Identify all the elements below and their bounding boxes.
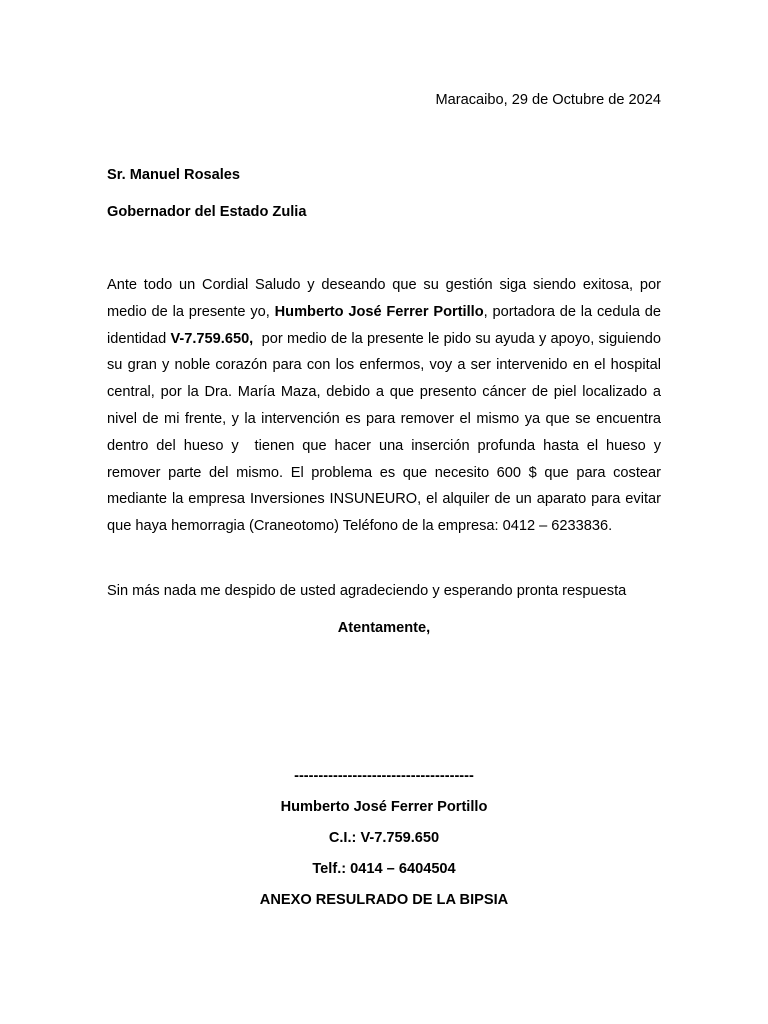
letter-body: [107, 272, 666, 540]
body-text-part-1: Ante todo un Cordial Saludo y deseando que su gestión siga siendo exitosa, por medio de la presente yo,: [107, 277, 661, 320]
closing-text: Sin más nada me despido de usted agradeciendo y esperando pronta respuesta: [107, 583, 627, 599]
sender-name-bold: Humberto José Ferrer Portillo: [274, 303, 484, 320]
letter-date: Maracaibo, 29 de Octubre de 2024: [435, 92, 661, 108]
signature-ci: C.I.: V-7.759.650: [328, 830, 440, 846]
letter-page: [107, 0, 666, 1024]
recipient-title: Gobernador del Estado Zulia: [107, 204, 307, 220]
sender-id-bold: V-7.759.650,: [170, 330, 254, 347]
regards: Atentamente,: [337, 620, 431, 636]
signature-annex: ANEXO RESULRADO DE LA BIPSIA: [259, 892, 509, 908]
signature-phone: Telf.: 0414 – 6404504: [312, 861, 456, 877]
signature-line: -------------------------------------: [294, 768, 474, 784]
signature-name: Humberto José Ferrer Portillo: [280, 799, 488, 815]
body-text-part-2: , portadora de la cedula de identidad: [107, 303, 661, 347]
body-text-part-3: por medio de la presente le pido su ayuda y apoyo, siguiendo su gran y noble corazón para con los enfermos, voy a ser intervenido en el hospital central, por la Dra. María Maza, debido a que presento cáncer de piel localizado a nivel de mi frente, y la intervención es para remover el mismo ya que se encuentra dentro del hueso y tienen que hacer una inserción profunda hasta el hueso y remover parte del mismo. El problema es que necesito 600 $ que para costear mediante la empresa Inversiones INSUNEURO, el alquiler de un aparato para evitar que haya hemorragia (Craneotomo) Teléfono de la empresa: 0412 – 6233836.: [107, 330, 666, 535]
recipient-name: Sr. Manuel Rosales: [107, 167, 241, 183]
